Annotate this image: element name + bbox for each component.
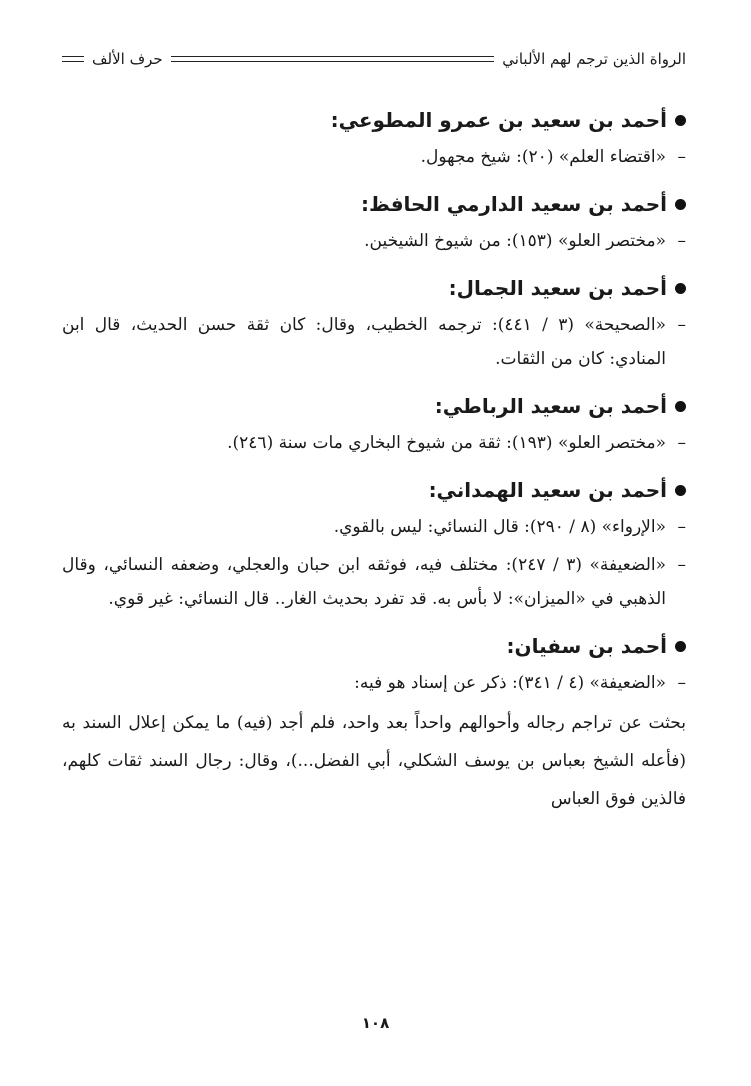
citation-line (62, 224, 686, 258)
citation-line (62, 140, 686, 174)
header-double-rule (171, 56, 495, 62)
narrator-name: أحمد بن سعيد الدارمي الحافظ: (361, 192, 667, 216)
citation-text: «اقتضاء العلم» (٢٠): شيخ مجهول. (420, 147, 666, 167)
citation-text: «مختصر العلو» (١٥٣): من شيوخ الشيخين. (364, 231, 666, 251)
dash-marker: – (677, 147, 686, 167)
citation-text: «مختصر العلو» (١٩٣): ثقة من شيوخ البخاري مات سنة (٢٤٦). (227, 433, 666, 453)
running-header-chapter-title: حرف الألف (92, 50, 163, 68)
page-number: ١٠٨ (361, 1014, 390, 1032)
narrator-entry (62, 184, 686, 258)
dash-marker: – (677, 555, 686, 575)
narrator-heading (62, 184, 686, 224)
narrator-name: أحمد بن سعيد الرباطي: (434, 394, 667, 418)
citation-line (62, 510, 686, 544)
narrator-name: أحمد بن سعيد الهمداني: (428, 478, 667, 502)
citation-text: «الصحيحة» (٣ / ٤٤١): ترجمه الخطيب، وقال: كان ثقة حسن الحديث، قال ابن المنادي: كان من الثقات. (62, 315, 666, 369)
narrator-heading (62, 386, 686, 426)
citation-text: «الإرواء» (٨ / ٢٩٠): قال النسائي: ليس بالقوي. (333, 517, 666, 537)
bullet-icon (675, 641, 686, 652)
narrator-heading (62, 626, 686, 666)
narrator-name: أحمد بن سفيان: (506, 634, 667, 658)
dash-marker: – (677, 517, 686, 537)
bullet-icon (675, 283, 686, 294)
citation-line (62, 308, 686, 376)
citation-line (62, 548, 686, 616)
bullet-icon (675, 485, 686, 496)
dash-marker: – (677, 673, 686, 693)
narrator-entry (62, 268, 686, 376)
citation-line (62, 426, 686, 460)
citation-line (62, 666, 686, 700)
running-header (62, 44, 686, 74)
citation-text: «الضعيفة» (٤ / ٣٤١): ذكر عن إسناد هو فيه: (354, 673, 666, 693)
narrator-heading (62, 470, 686, 510)
bullet-icon (675, 115, 686, 126)
narrator-entry (62, 100, 686, 174)
quoted-paragraph: بحثت عن تراجم رجاله وأحوالهم واحداً بعد واحد، فلم أجد (فيه) ما يمكن إعلال السند به (فأعله الشيخ بعباس بن يوسف الشكلي، أبي الفضل...)، وقال: رجال السند ثقات كلهم، فالذين فوق العباس (62, 713, 686, 809)
citation-text: «الضعيفة» (٣ / ٢٤٧): مختلف فيه، فوثقه ابن حبان والعجلي، وضعفه النسائي، وقال الذهبي في «الميزان»: لا بأس به. قد تفرد بحديث الغار.. قال النسائي: غير قوي. (62, 555, 666, 609)
bullet-icon (675, 199, 686, 210)
narrator-name: أحمد بن سعيد الجمال: (448, 276, 667, 300)
dash-marker: – (677, 433, 686, 453)
dash-marker: – (677, 315, 686, 335)
dash-marker: – (677, 231, 686, 251)
narrator-heading (62, 100, 686, 140)
narrator-entry (62, 470, 686, 616)
narrator-heading (62, 268, 686, 308)
bullet-icon (675, 401, 686, 412)
page-content (62, 100, 686, 818)
narrator-entry (62, 386, 686, 460)
running-header-book-title: الرواة الذين ترجم لهم الألباني (502, 50, 686, 68)
header-tail-rule (62, 56, 84, 62)
narrator-name: أحمد بن سعيد بن عمرو المطوعي: (330, 108, 667, 132)
narrator-entry (62, 626, 686, 818)
